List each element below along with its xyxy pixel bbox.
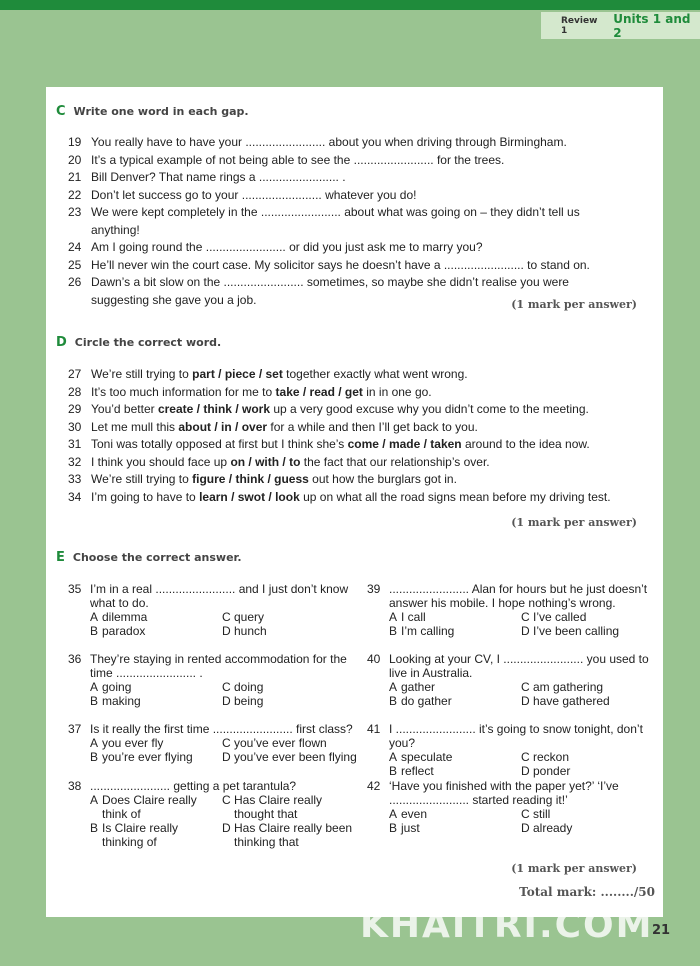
option-text: query <box>234 610 265 624</box>
option-letter: B <box>90 694 99 708</box>
question-text: Is it really the first time ........................ first class? <box>90 722 353 736</box>
word-choices[interactable]: part / piece / set <box>192 367 283 381</box>
option-letter: B <box>389 764 398 778</box>
option-text: Has Claire really thought that <box>234 793 323 821</box>
question-number: 30 <box>68 419 82 434</box>
question-number: 39 <box>367 582 381 596</box>
option-text: doing <box>234 680 264 694</box>
option-text: reflect <box>401 764 434 778</box>
question-text <box>91 454 628 472</box>
option-text: paradox <box>102 624 146 638</box>
answer-option[interactable] <box>521 680 661 694</box>
answer-option[interactable] <box>222 694 362 708</box>
option-text: Is Claire really thinking of <box>102 821 179 849</box>
option-letter: A <box>389 807 398 821</box>
question-number: 29 <box>68 402 82 416</box>
question-text: You really have to have your ........................ about you when driving through Birmingham. <box>91 135 567 149</box>
answer-option[interactable] <box>521 750 661 764</box>
option-text: Has Claire really been thinking that <box>234 821 353 849</box>
answer-option[interactable] <box>222 680 362 694</box>
option-text: hunch <box>234 624 267 638</box>
option-letter: C <box>521 807 530 821</box>
option-letter: B <box>389 624 398 638</box>
question-text-after: together exactly what went wrong. <box>282 367 468 381</box>
word-choices[interactable]: on / with / to <box>230 454 301 469</box>
question-text-before: It’s too much information for me to <box>91 384 276 399</box>
total-mark: Total mark: ......../50 <box>519 885 655 899</box>
option-text: speculate <box>401 750 453 764</box>
question-text-before: We’re still trying to <box>91 367 193 381</box>
question-row <box>68 239 628 257</box>
answer-option[interactable] <box>90 680 222 694</box>
mcq-question <box>367 582 652 638</box>
mcq-question <box>367 722 652 778</box>
option-text: still <box>533 807 551 821</box>
question-row <box>68 366 628 384</box>
section-c-items <box>68 134 628 309</box>
word-choices[interactable]: figure / think / guess <box>192 472 309 486</box>
question-text: ‘Have you finished with the paper yet?’ ‘I’ve ........................ started reading it!’ <box>389 779 619 807</box>
answer-option[interactable] <box>389 694 521 708</box>
answer-option[interactable] <box>521 694 661 708</box>
option-letter: D <box>222 821 231 835</box>
mcq-question <box>68 582 353 638</box>
question-text <box>91 471 628 489</box>
question-row <box>68 204 628 239</box>
question-row <box>68 401 628 419</box>
question-text: We were kept completely in the ........................ about what was going on – they didn’t tell us anything! <box>91 205 580 237</box>
question-number: 19 <box>68 135 82 149</box>
option-text: dilemma <box>102 610 148 624</box>
option-letter: C <box>521 610 530 624</box>
question-number: 38 <box>68 779 82 793</box>
question-text <box>91 401 628 419</box>
option-letter: D <box>521 821 530 835</box>
mcq-question <box>367 779 652 835</box>
option-letter: A <box>90 680 99 694</box>
section-c-mark: (1 mark per answer) <box>511 298 637 311</box>
option-text: making <box>102 694 141 708</box>
word-choices[interactable]: learn / swot / look <box>199 489 300 504</box>
option-letter: B <box>90 750 99 764</box>
question-number: 23 <box>68 205 82 219</box>
question-text-after: up a very good excuse why you didn’t come to the meeting. <box>270 402 589 416</box>
question-text-before: Let me mull this <box>91 419 179 434</box>
question-number: 31 <box>68 437 82 451</box>
question-row <box>68 152 628 170</box>
question-number: 41 <box>367 722 381 736</box>
option-text: I call <box>401 610 426 624</box>
section-e-letter: E <box>56 550 65 565</box>
option-letter: D <box>222 750 231 764</box>
option-letter: C <box>222 736 231 750</box>
section-d-items <box>68 366 628 506</box>
question-text <box>91 384 628 402</box>
option-letter: C <box>222 680 231 694</box>
question-number: 28 <box>68 384 82 399</box>
option-text: I’ve been calling <box>533 624 620 638</box>
question-text-before: I’m going to have to <box>91 489 200 504</box>
question-text-after: for a while and then I’ll get back to you. <box>267 419 478 434</box>
section-e-instruction: Choose the correct answer. <box>72 551 242 564</box>
question-text-before: You’d better <box>91 402 158 416</box>
option-letter: B <box>389 694 398 708</box>
answer-option[interactable] <box>222 821 362 849</box>
option-text: ponder <box>533 764 571 778</box>
option-text: I’ve called <box>533 610 587 624</box>
question-text <box>91 366 628 384</box>
option-text: going <box>102 680 132 694</box>
option-letter: B <box>90 821 99 835</box>
review-label: Review 1 <box>561 15 598 36</box>
section-e-heading <box>56 550 242 565</box>
section-c-instruction: Write one word in each gap. <box>73 105 249 118</box>
answer-option[interactable] <box>222 750 362 764</box>
section-d-letter: D <box>56 335 67 350</box>
question-row <box>68 187 628 205</box>
answer-option[interactable] <box>389 807 521 821</box>
answer-option[interactable] <box>521 821 661 835</box>
word-choices[interactable]: take / read / get <box>275 384 363 399</box>
question-text: I’m in a real ........................ and I just don’t know what to do. <box>90 582 349 610</box>
answer-option[interactable] <box>90 750 222 764</box>
option-letter: A <box>90 736 99 750</box>
answer-option[interactable] <box>521 624 661 638</box>
option-letter: D <box>222 624 231 638</box>
answer-option[interactable] <box>389 821 521 835</box>
option-text: you’ve ever been flying <box>234 750 357 764</box>
option-letter: C <box>222 610 231 624</box>
watermark-logo-text: Sách <box>379 836 505 905</box>
page-number: 21 <box>652 923 671 938</box>
question-row <box>68 471 628 489</box>
option-letter: A <box>389 750 398 764</box>
answer-option[interactable] <box>389 610 521 624</box>
answer-option[interactable] <box>90 736 222 750</box>
answer-option[interactable] <box>222 624 362 638</box>
answer-option[interactable] <box>222 736 362 750</box>
question-text: Looking at your CV, I ........................ you used to live in Australia. <box>389 652 649 680</box>
option-letter: C <box>521 680 530 694</box>
watermark-site-text: KHAITRI.COM <box>360 905 654 946</box>
question-text-after: up on what all the road signs mean before my driving test. <box>299 489 611 504</box>
section-e-mark: (1 mark per answer) <box>511 862 637 875</box>
question-number: 32 <box>68 454 82 469</box>
question-row <box>68 454 628 472</box>
option-letter: D <box>521 764 530 778</box>
question-text <box>91 436 628 454</box>
section-d-heading <box>56 335 221 350</box>
question-number: 24 <box>68 240 82 254</box>
option-text: Does Claire really think of <box>102 793 197 821</box>
option-text: am gathering <box>533 680 604 694</box>
question-number: 27 <box>68 367 82 381</box>
question-text-before: Toni was totally opposed at first but I think she’s <box>91 437 348 451</box>
question-text: It’s a typical example of not being able to see the ........................ for the trees. <box>91 152 505 167</box>
option-letter: C <box>521 750 530 764</box>
word-choices[interactable]: about / in / over <box>178 419 268 434</box>
question-text: I ........................ it’s going to snow tonight, don’t you? <box>389 722 643 750</box>
question-number: 26 <box>68 275 82 289</box>
question-text: He’ll never win the court case. My solicitor says he doesn’t have a ........................ to stand on. <box>91 257 590 272</box>
question-text: Bill Denver? That name rings a ........................ . <box>91 170 346 184</box>
answer-option[interactable] <box>222 610 362 624</box>
option-letter: A <box>90 793 99 807</box>
units-label: Units 1 and 2 <box>613 11 691 40</box>
question-text-after: the fact that our relationship’s over. <box>300 454 490 469</box>
question-number: 20 <box>68 152 82 167</box>
question-row <box>68 489 628 507</box>
question-text: ........................ Alan for hours but he just doesn’t answer his mobile. I hope nothing’s wrong. <box>389 582 648 610</box>
answer-option[interactable] <box>90 610 222 624</box>
option-text: do gather <box>401 694 452 708</box>
answer-option[interactable] <box>90 821 222 849</box>
review-tab <box>541 12 700 39</box>
mcq-question <box>68 722 357 764</box>
question-text-before: We’re still trying to <box>91 472 193 486</box>
answer-option[interactable] <box>90 624 222 638</box>
question-text: ........................ getting a pet tarantula? <box>90 779 297 793</box>
answer-option[interactable] <box>90 793 222 821</box>
mcq-question <box>68 652 353 708</box>
word-choices[interactable]: create / think / work <box>157 402 270 416</box>
mcq-question <box>68 779 353 849</box>
question-number: 21 <box>68 170 82 184</box>
section-d-instruction: Circle the correct word. <box>74 336 222 349</box>
answer-option[interactable] <box>521 764 661 778</box>
option-text: you’ve ever flown <box>234 736 327 750</box>
option-letter: C <box>222 793 231 807</box>
mcq-question <box>367 652 652 708</box>
question-row <box>68 169 628 187</box>
option-text: being <box>234 694 264 708</box>
word-choices[interactable]: come / made / taken <box>347 437 462 451</box>
question-row <box>68 384 628 402</box>
answer-option[interactable] <box>389 750 521 764</box>
option-letter: A <box>389 680 398 694</box>
question-number: 37 <box>68 722 82 736</box>
question-text-after: around to the idea now. <box>461 437 590 451</box>
question-text: They’re staying in rented accommodation for the time ........................ . <box>90 652 347 680</box>
question-text: Dawn’s a bit slow on the ........................ sometimes, so maybe she didn’t realise you were suggesting she gave you a job. <box>91 275 569 307</box>
question-text-after: out how the burglars got in. <box>308 472 457 486</box>
section-c-letter: C <box>56 104 66 119</box>
question-text-after: in in one go. <box>362 384 432 399</box>
question-text <box>91 419 628 437</box>
option-letter: D <box>521 624 530 638</box>
option-letter: A <box>389 610 398 624</box>
question-number: 40 <box>367 652 381 666</box>
option-letter: D <box>222 694 231 708</box>
question-row <box>68 436 628 454</box>
option-letter: B <box>90 624 99 638</box>
option-letter: B <box>389 821 398 835</box>
option-text: even <box>401 807 428 821</box>
option-letter: A <box>90 610 99 624</box>
answer-option[interactable] <box>521 610 661 624</box>
question-row <box>68 134 628 152</box>
option-text: reckon <box>533 750 570 764</box>
question-text <box>91 489 628 507</box>
answer-option[interactable] <box>389 764 521 778</box>
answer-option[interactable] <box>222 793 362 821</box>
option-letter: D <box>521 694 530 708</box>
question-number: 36 <box>68 652 82 666</box>
question-number: 33 <box>68 472 82 486</box>
answer-option[interactable] <box>389 680 521 694</box>
option-text: have gathered <box>533 694 610 708</box>
answer-option[interactable] <box>90 694 222 708</box>
question-row <box>68 257 628 275</box>
section-d-mark: (1 mark per answer) <box>511 516 637 529</box>
question-text: Am I going round the ........................ or did you just ask me to marry you? <box>91 240 483 254</box>
answer-option[interactable] <box>521 807 661 821</box>
worksheet-page <box>46 87 663 917</box>
option-text: you’re ever flying <box>102 750 193 764</box>
option-text: gather <box>401 680 436 694</box>
question-text-before: I think you should face up <box>91 454 231 469</box>
answer-option[interactable] <box>389 624 521 638</box>
section-c-heading <box>56 104 249 119</box>
option-text: you ever fly <box>102 736 164 750</box>
option-text: just <box>401 821 420 835</box>
question-number: 34 <box>68 489 82 504</box>
question-number: 25 <box>68 257 82 272</box>
question-number: 22 <box>68 187 82 202</box>
question-row <box>68 419 628 437</box>
option-text: already <box>533 821 573 835</box>
top-bar <box>0 0 700 10</box>
question-number: 35 <box>68 582 82 596</box>
question-text: Don’t let success go to your ........................ whatever you do! <box>91 187 417 202</box>
question-number: 42 <box>367 779 381 793</box>
option-text: I’m calling <box>401 624 455 638</box>
